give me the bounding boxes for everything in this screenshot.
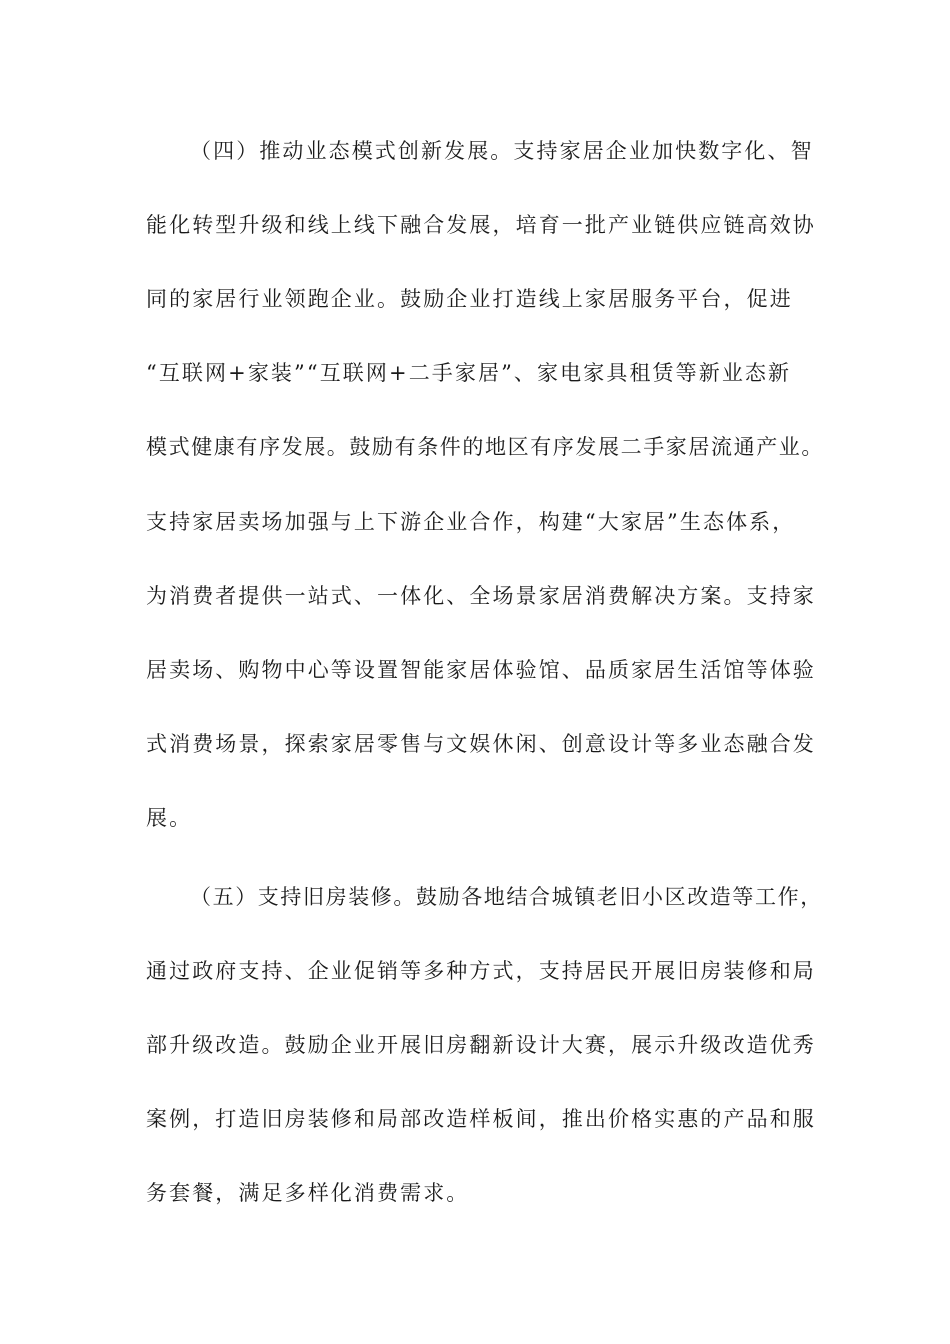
paragraph-4-line-6: 支持家居卖场加强与上下游企业合作，构建“大家居”生态体系，: [146, 510, 796, 534]
paragraph-4-line-7: 为消费者提供一站式、一体化、全场景家居消费解决方案。支持家: [146, 584, 816, 608]
paragraph-5-line-2: 通过政府支持、企业促销等多种方式，支持居民开展旧房装修和局: [146, 959, 816, 983]
paragraph-4-line-9: 式消费场景，探索家居零售与文娱休闲、创意设计等多业态融合发: [146, 732, 816, 756]
paragraph-5-line-4: 案例，打造旧房装修和局部改造样板间，推出价格实惠的产品和服: [146, 1107, 816, 1131]
paragraph-4-line-2: 能化转型升级和线上线下融合发展，培育一批产业链供应链高效协: [146, 213, 816, 237]
paragraph-4-line-8: 居卖场、购物中心等设置智能家居体验馆、品质家居生活馆等体验: [146, 658, 816, 682]
paragraph-4-line-1: （四）推动业态模式创新发展。支持家居企业加快数字化、智: [190, 139, 814, 163]
paragraph-4-line-3: 同的家居行业领跑企业。鼓励企业打造线上家居服务平台，促进: [146, 287, 793, 311]
paragraph-4-line-5: 模式健康有序发展。鼓励有条件的地区有序发展二手家居流通产业。: [146, 435, 824, 459]
paragraph-4-line-10: 展。: [146, 806, 193, 830]
paragraph-4-line-4: “互联网+家装”“互联网+二手家居”、家电家具租赁等新业态新: [146, 361, 792, 385]
paragraph-5-line-1: （五）支持旧房装修。鼓励各地结合城镇老旧小区改造等工作，: [190, 885, 823, 909]
paragraph-5-line-3: 部升级改造。鼓励企业开展旧房翻新设计大赛，展示升级改造优秀: [146, 1033, 816, 1057]
paragraph-5-line-5: 务套餐，满足多样化消费需求。: [146, 1181, 470, 1205]
